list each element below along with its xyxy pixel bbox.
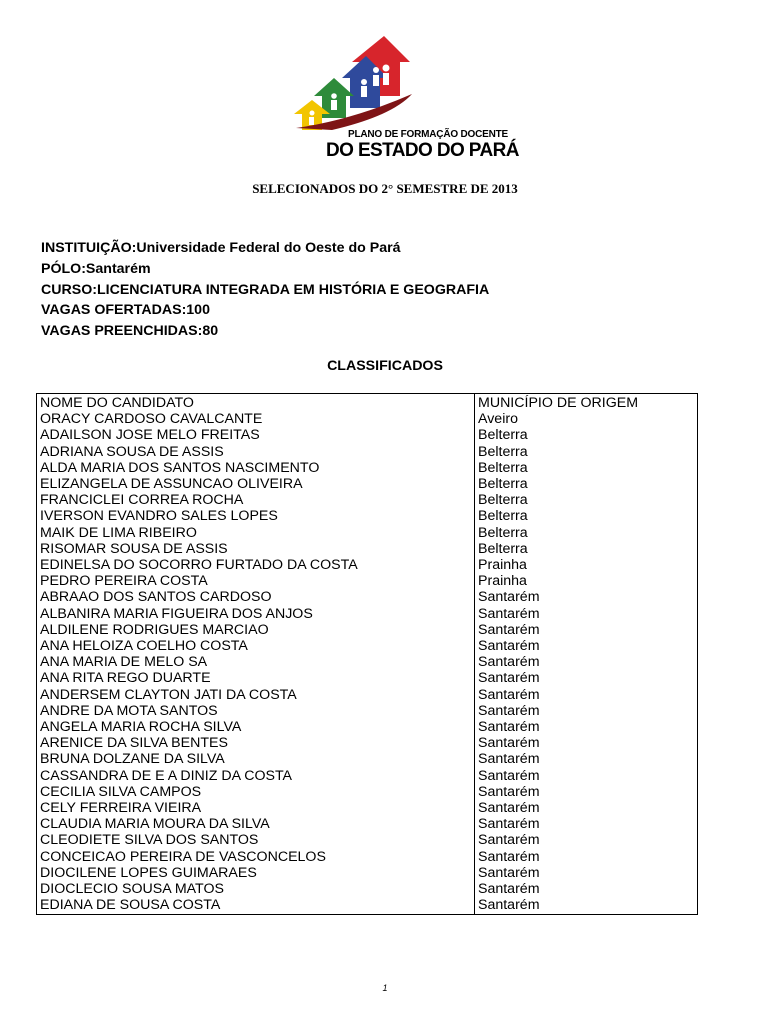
cell-nome: ADAILSON JOSE MELO FREITAS — [37, 427, 475, 443]
cell-nome: CLAUDIA MARIA MOURA DA SILVA — [37, 816, 475, 832]
header-municipio: MUNICÍPIO DE ORIGEM — [475, 394, 698, 412]
table-row — [37, 492, 698, 508]
cell-nome: ARENICE DA SILVA BENTES — [37, 735, 475, 751]
cell-municipio: Santarém — [475, 865, 698, 881]
table-row — [37, 800, 698, 816]
cell-nome: ANA RITA REGO DUARTE — [37, 670, 475, 686]
header-nome: NOME DO CANDIDATO — [37, 394, 475, 412]
table-row — [37, 476, 698, 492]
cell-municipio: Belterra — [475, 492, 698, 508]
table-row — [37, 460, 698, 476]
cell-nome: ABRAAO DOS SANTOS CARDOSO — [37, 589, 475, 605]
course-info — [41, 238, 489, 342]
cell-municipio: Belterra — [475, 444, 698, 460]
cell-nome: ANA MARIA DE MELO SA — [37, 654, 475, 670]
cell-nome: FRANCICLEI CORREA ROCHA — [37, 492, 475, 508]
cell-nome: ELIZANGELA DE ASSUNCAO OLIVEIRA — [37, 476, 475, 492]
cell-nome: CASSANDRA DE E A DINIZ DA COSTA — [37, 768, 475, 784]
cell-municipio: Santarém — [475, 816, 698, 832]
cell-municipio: Santarém — [475, 784, 698, 800]
cell-nome: ALDA MARIA DOS SANTOS NASCIMENTO — [37, 460, 475, 476]
cell-nome: ANDERSEM CLAYTON JATI DA COSTA — [37, 687, 475, 703]
cell-municipio: Santarém — [475, 622, 698, 638]
table-row — [37, 735, 698, 751]
cell-nome: ORACY CARDOSO CAVALCANTE — [37, 411, 475, 427]
table-row — [37, 525, 698, 541]
table-row — [37, 622, 698, 638]
document-title: SELECIONADOS DO 2° SEMESTRE DE 2013 — [252, 181, 518, 196]
cell-nome: IVERSON EVANDRO SALES LOPES — [37, 508, 475, 524]
cell-nome: MAIK DE LIMA RIBEIRO — [37, 525, 475, 541]
table-row — [37, 816, 698, 832]
cell-municipio: Aveiro — [475, 411, 698, 427]
table-row — [37, 751, 698, 767]
table-row — [37, 411, 698, 427]
cell-nome: DIOCLECIO SOUSA MATOS — [37, 881, 475, 897]
candidates-table — [36, 393, 698, 915]
cell-municipio: Santarém — [475, 638, 698, 654]
table-row — [37, 670, 698, 686]
cell-municipio: Santarém — [475, 735, 698, 751]
cell-municipio: Belterra — [475, 476, 698, 492]
table-row — [37, 703, 698, 719]
table-row — [37, 557, 698, 573]
cell-municipio: Belterra — [475, 460, 698, 476]
cell-municipio: Santarém — [475, 849, 698, 865]
instituicao-line: INSTITUIÇÃO:Universidade Federal do Oeste do Pará — [41, 240, 401, 256]
cell-municipio: Santarém — [475, 606, 698, 622]
table-row — [37, 589, 698, 605]
cell-nome: ADRIANA SOUSA DE ASSIS — [37, 444, 475, 460]
cell-municipio: Santarém — [475, 703, 698, 719]
table-row — [37, 849, 698, 865]
table-row — [37, 865, 698, 881]
logo-graphic — [292, 34, 478, 134]
table-row — [37, 541, 698, 557]
table-row — [37, 768, 698, 784]
cell-nome: CLEODIETE SILVA DOS SANTOS — [37, 832, 475, 848]
table-row — [37, 719, 698, 735]
table-row — [37, 897, 698, 914]
table-row — [37, 508, 698, 524]
cell-municipio: Santarém — [475, 670, 698, 686]
cell-municipio: Prainha — [475, 557, 698, 573]
cell-municipio: Santarém — [475, 719, 698, 735]
cell-municipio: Santarém — [475, 687, 698, 703]
cell-nome: CECILIA SILVA CAMPOS — [37, 784, 475, 800]
table-row — [37, 573, 698, 589]
table-row — [37, 784, 698, 800]
section-heading: CLASSIFICADOS — [327, 358, 443, 374]
cell-municipio: Prainha — [475, 573, 698, 589]
cell-municipio: Santarém — [475, 589, 698, 605]
vagas-preenchidas-line: VAGAS PREENCHIDAS:80 — [41, 323, 219, 340]
table-row — [37, 638, 698, 654]
table-row — [37, 606, 698, 622]
page-number: 1 — [382, 983, 388, 993]
table-row — [37, 654, 698, 670]
cell-municipio: Santarém — [475, 751, 698, 767]
cell-municipio: Santarém — [475, 768, 698, 784]
cell-municipio: Santarém — [475, 881, 698, 897]
cell-municipio: Santarém — [475, 897, 698, 914]
cell-municipio: Santarém — [475, 832, 698, 848]
table-row — [37, 444, 698, 460]
cell-nome: PEDRO PEREIRA COSTA — [37, 573, 475, 589]
cell-nome: ALBANIRA MARIA FIGUEIRA DOS ANJOS — [37, 606, 475, 622]
cell-nome: RISOMAR SOUSA DE ASSIS — [37, 541, 475, 557]
cell-nome: CONCEICAO PEREIRA DE VASCONCELOS — [37, 849, 475, 865]
logo-text-line1: PLANO DE FORMAÇÃO DOCENTE — [348, 129, 509, 140]
cell-municipio: Belterra — [475, 508, 698, 524]
cell-municipio: Belterra — [475, 525, 698, 541]
logo-text-line2: DO ESTADO DO PARÁ — [326, 140, 519, 161]
cell-nome: EDIANA DE SOUSA COSTA — [37, 897, 475, 914]
cell-nome: DIOCILENE LOPES GUIMARAES — [37, 865, 475, 881]
vagas-ofertadas-line: VAGAS OFERTADAS:100 — [41, 302, 210, 319]
cell-nome: ANDRE DA MOTA SANTOS — [37, 703, 475, 719]
table-row — [37, 832, 698, 848]
cell-nome: CELY FERREIRA VIEIRA — [37, 800, 475, 816]
curso-line: CURSO:LICENCIATURA INTEGRADA EM HISTÓRIA E GEOGRAFIA — [41, 281, 490, 298]
cell-municipio: Belterra — [475, 427, 698, 443]
cell-nome: ANGELA MARIA ROCHA SILVA — [37, 719, 475, 735]
plano-formacao-docente-logo — [292, 34, 519, 162]
table-row — [37, 687, 698, 703]
cell-municipio: Santarém — [475, 800, 698, 816]
cell-nome: ANA HELOIZA COELHO COSTA — [37, 638, 475, 654]
cell-nome: EDINELSA DO SOCORRO FURTADO DA COSTA — [37, 557, 475, 573]
table-header-row — [37, 394, 698, 412]
polo-line: PÓLO:Santarém — [41, 260, 151, 277]
cell-municipio: Belterra — [475, 541, 698, 557]
table-row — [37, 427, 698, 443]
table-row — [37, 881, 698, 897]
cell-nome: ALDILENE RODRIGUES MARCIAO — [37, 622, 475, 638]
cell-municipio: Santarém — [475, 654, 698, 670]
cell-nome: BRUNA DOLZANE DA SILVA — [37, 751, 475, 767]
